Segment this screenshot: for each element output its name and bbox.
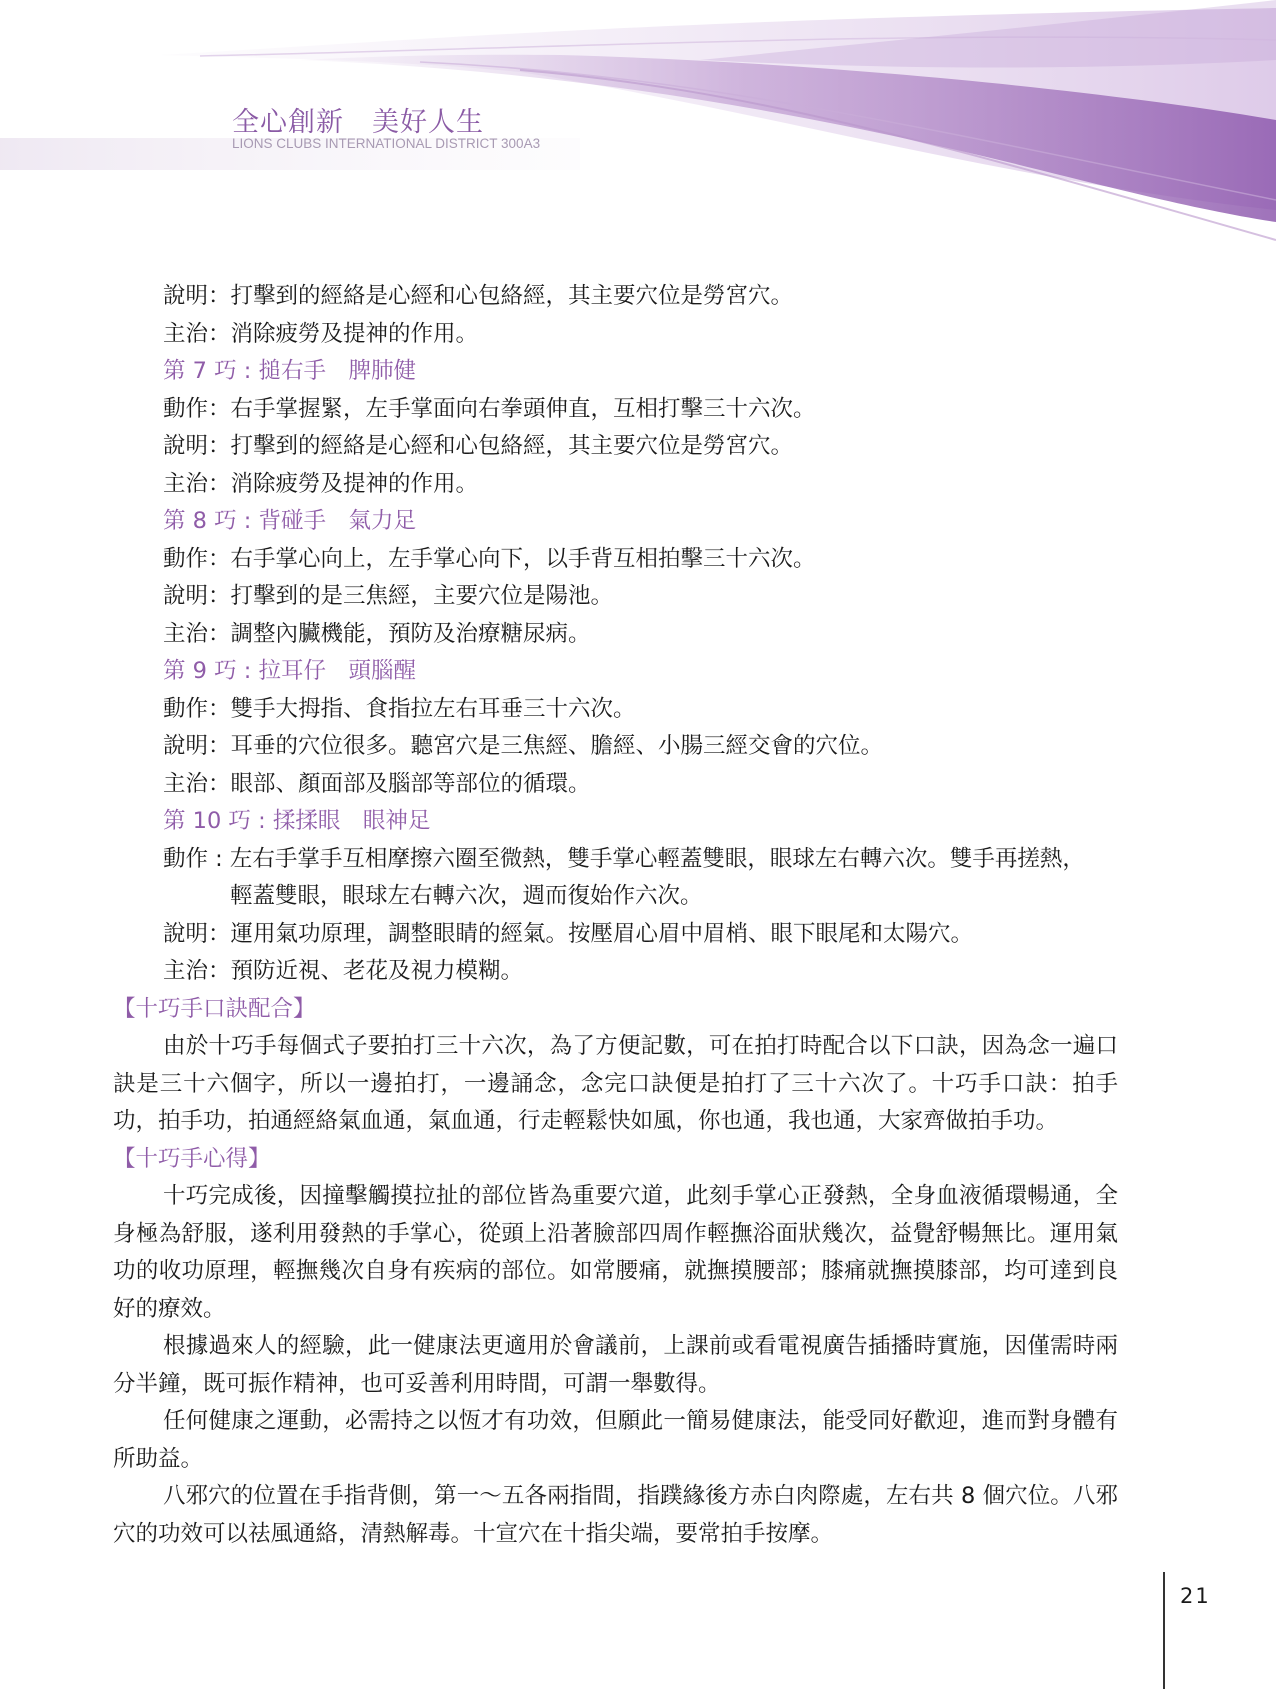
paragraph: 八邪穴的位置在手指背側，第一～五各兩指間，指蹼緣後方赤白肉際處，左右共 8 個穴位。八邪穴的功效可以祛風通絡，清熱解毒。十宣穴在十指尖端，要常拍手按摩。: [113, 1483, 1118, 1547]
paragraph: 根據過來人的經驗，此一健康法更適用於會議前，上課前或看電視廣告插播時實施，因僅需時兩分半鐘，既可振作精神，也可妥善利用時間，可謂一舉數得。: [113, 1333, 1118, 1397]
text-line: 說明：打擊到的經絡是心經和心包絡經，其主要穴位是勞宮穴。: [163, 433, 794, 459]
technique-heading: 第 9 巧 : 拉耳仔 頭腦醒: [163, 658, 417, 684]
header-title: 全心創新 美好人生: [232, 107, 484, 138]
text-line: 說明：運用氣功原理，調整眼睛的經氣。按壓眉心眉中眉梢、眼下眼尾和太陽穴。: [163, 920, 974, 947]
technique-heading: 第 10 巧 : 揉揉眼 眼神足: [163, 808, 431, 834]
text-line: 主治：消除疲勞及提神的作用。: [163, 470, 479, 497]
technique-heading: 第 7 巧 : 搥右手 脾肺健: [163, 358, 417, 384]
text-line: 主治：預防近視、老花及視力模糊。: [163, 958, 524, 984]
text-line: 動作 : 左右手掌手互相摩擦六圈至微熱，雙手掌心輕蓋雙眼，眼球左右轉六次。雙手再搓熱，: [163, 845, 1085, 872]
text-line: 主治：眼部、顏面部及腦部等部位的循環。: [163, 770, 591, 797]
text-line: 動作：雙手大拇指、食指拉左右耳垂三十六次。: [163, 695, 636, 722]
page-number-rule: [1163, 1572, 1165, 1689]
text-line: 動作：右手掌心向上，左手掌心向下，以手背互相拍擊三十六次。: [163, 545, 816, 572]
paragraph: 由於十巧手每個式子要拍打三十六次，為了方便記數，可在拍打時配合以下口訣，因為念一遍口訣是三十六個字，所以一邊拍打，一邊誦念，念完口訣便是拍打了三十六次了。十巧手口訣：拍手功，拍手功，拍通經絡氣血通，氣血通，行走輕鬆快如風，你也通，我也通，大家齊做拍手功。: [113, 1033, 1118, 1134]
section-title: 【十巧手心得】: [113, 1145, 271, 1172]
header-subtitle: LIONS CLUBS INTERNATIONAL DISTRICT 300A3: [232, 136, 541, 151]
section-title: 【十巧手口訣配合】: [113, 995, 316, 1022]
text-line: 說明：打擊到的經絡是心經和心包絡經，其主要穴位是勞宮穴。: [163, 283, 794, 309]
paragraph: 十巧完成後，因撞擊觸摸拉扯的部位皆為重要穴道，此刻手掌心正發熱，全身血液循環暢通，全身極為舒服，遂利用發熱的手掌心，從頭上沿著臉部四周作輕撫浴面狀幾次，益覺舒暢無比。運用氣功的收功原理，輕撫幾次自身有疾病的部位。如常腰痛，就撫摸腰部；膝痛就撫摸膝部，均可達到良好的療效。: [113, 1183, 1118, 1322]
text-line: 主治：調整內臟機能，預防及治療糖尿病。: [163, 620, 591, 647]
header-wave-decoration: [0, 0, 1276, 260]
page-content: [113, 278, 1118, 1553]
text-line: 說明：耳垂的穴位很多。聽宮穴是三焦經、膽經、小腸三經交會的穴位。: [163, 733, 884, 759]
text-line: 主治：消除疲勞及提神的作用。: [163, 320, 479, 347]
text-line: 說明：打擊到的是三焦經，主要穴位是陽池。: [163, 583, 614, 609]
page-number: 21: [1180, 1584, 1211, 1608]
text-line: 動作：右手掌握緊，左手掌面向右拳頭伸直，互相打擊三十六次。: [163, 395, 816, 422]
text-line-continued: 輕蓋雙眼，眼球左右轉六次，週而復始作六次。: [230, 883, 703, 909]
paragraph: 任何健康之運動，必需持之以恆才有功效，但願此一簡易健康法，能受同好歡迎，進而對身體有所助益。: [113, 1408, 1118, 1472]
technique-heading: 第 8 巧 : 背碰手 氣力足: [163, 508, 417, 534]
